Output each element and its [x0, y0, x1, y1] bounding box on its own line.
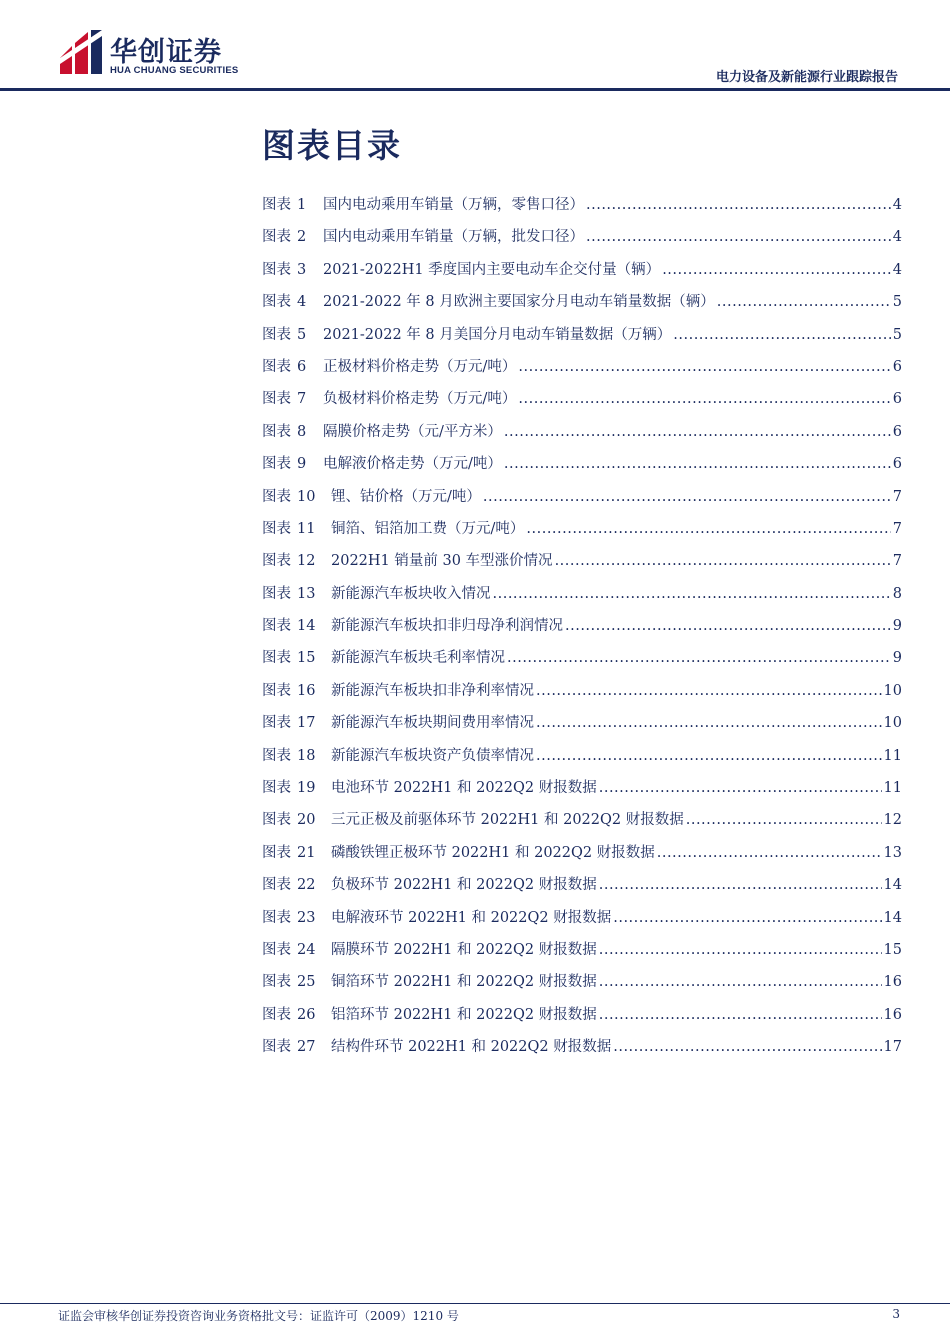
toc-entry[interactable] [262, 387, 902, 419]
toc-entry-label: 图表 [262, 520, 291, 537]
toc-entry-leader [599, 780, 882, 796]
toc-entry-number: 22 [297, 877, 316, 894]
toc-entry-number: 3 [297, 261, 307, 278]
toc-entry-label: 图表 [262, 261, 291, 278]
toc-entry-label: 图表 [262, 618, 291, 635]
toc-list [262, 193, 902, 1068]
toc-entry-title: 隔膜环节 2022H1 和 2022Q2 财报数据 [331, 941, 597, 958]
toc-entry-page: 12 [883, 812, 902, 829]
toc-entry[interactable] [262, 744, 902, 776]
toc-entry-number: 26 [297, 1006, 316, 1023]
toc-entry[interactable] [262, 841, 902, 873]
toc-entry-label: 图表 [262, 844, 291, 861]
toc-entry-label: 图表 [262, 1039, 291, 1056]
toc-entry-page: 6 [892, 456, 902, 473]
toc-entry-number: 8 [297, 423, 307, 440]
toc-entry-label: 图表 [262, 423, 291, 440]
toc-entry-number: 5 [297, 326, 307, 343]
toc-entry-number: 14 [297, 618, 316, 635]
toc-entry-page: 16 [883, 1006, 902, 1023]
toc-entry-number: 21 [297, 844, 316, 861]
toc-entry-leader [536, 683, 882, 699]
toc-entry-label: 图表 [262, 197, 291, 213]
toc-entry-page: 13 [883, 844, 902, 861]
toc-entry[interactable] [262, 452, 902, 484]
toc-entry-page: 14 [883, 877, 902, 894]
page-number: 3 [892, 1307, 900, 1321]
toc-entry-leader [483, 489, 891, 505]
toc-entry-title: 新能源汽车板块扣非归母净利润情况 [331, 618, 563, 635]
toc-entry-page: 4 [892, 261, 902, 278]
toc-entry[interactable] [262, 679, 902, 711]
toc-entry[interactable] [262, 420, 902, 452]
toc-entry-label: 图表 [262, 1006, 291, 1023]
toc-entry[interactable] [262, 808, 902, 840]
toc-entry[interactable] [262, 646, 902, 678]
toc-entry-label: 图表 [262, 650, 291, 667]
toc-entry-label: 图表 [262, 326, 291, 343]
toc-entry-label: 图表 [262, 682, 291, 699]
toc-entry-leader [657, 845, 882, 861]
toc-entry[interactable] [262, 323, 902, 355]
toc-entry-number: 18 [297, 747, 316, 764]
toc-entry-title: 三元正极及前驱体环节 2022H1 和 2022Q2 财报数据 [331, 812, 684, 829]
toc-entry-number: 20 [297, 812, 316, 829]
toc-entry-title: 电解液环节 2022H1 和 2022Q2 财报数据 [331, 909, 612, 926]
toc-entry-number: 25 [297, 974, 316, 991]
toc-entry-page: 6 [892, 391, 902, 408]
toc-entry-page: 6 [892, 423, 902, 440]
toc-entry-number: 7 [297, 391, 307, 408]
toc-entry-number: 27 [297, 1039, 316, 1056]
toc-entry[interactable] [262, 776, 902, 808]
toc-entry-page: 15 [883, 941, 902, 958]
footer-divider [0, 1303, 950, 1304]
toc-entry-title: 锂、钴价格（万元/吨） [331, 488, 481, 505]
toc-entry-page: 7 [892, 520, 902, 537]
toc-entry-label: 图表 [262, 358, 291, 375]
toc-entry[interactable] [262, 258, 902, 290]
toc-entry-label: 图表 [262, 941, 291, 958]
toc-entry-leader [673, 327, 891, 343]
toc-entry[interactable] [262, 225, 902, 257]
toc-entry[interactable] [262, 970, 902, 1002]
toc-entry-title: 结构件环节 2022H1 和 2022Q2 财报数据 [331, 1039, 612, 1056]
toc-entry-leader [536, 715, 882, 731]
toc-entry-number: 12 [297, 553, 316, 570]
toc-entry-page: 14 [883, 909, 902, 926]
toc-entry-title: 2021-2022 年 8 月美国分月电动车销量数据（万辆） [323, 326, 672, 343]
toc-entry-number: 9 [297, 456, 307, 473]
toc-entry[interactable] [262, 906, 902, 938]
toc-entry-title: 正极材料价格走势（万元/吨） [323, 358, 517, 375]
toc-entry-number: 2 [297, 229, 307, 246]
toc-entry-number: 24 [297, 941, 316, 958]
toc-entry[interactable] [262, 290, 902, 322]
toc-entry-title: 磷酸铁锂正极环节 2022H1 和 2022Q2 财报数据 [331, 844, 655, 861]
toc-entry-number: 17 [297, 715, 316, 732]
toc-entry-leader [555, 553, 891, 569]
toc-entry-number: 11 [297, 520, 316, 537]
toc-entry[interactable] [262, 517, 902, 549]
toc-entry-page: 10 [883, 682, 902, 699]
huachuang-logo-icon [58, 28, 104, 76]
toc-entry-title: 铜箔、铝箔加工费（万元/吨） [331, 520, 525, 537]
toc-entry-page: 5 [892, 326, 902, 343]
logo-text-cn: 华创证券 [110, 37, 222, 68]
toc-entry-title: 新能源汽车板块毛利率情况 [331, 650, 505, 667]
toc-entry-leader [536, 748, 882, 764]
toc-entry-title: 新能源汽车板块资产负债率情况 [331, 747, 534, 764]
toc-entry-leader [599, 942, 882, 958]
header-divider [0, 88, 950, 91]
toc-entry[interactable] [262, 582, 902, 614]
toc-entry[interactable] [262, 614, 902, 646]
toc-entry-page: 9 [892, 650, 902, 667]
toc-entry-page: 11 [883, 780, 902, 797]
toc-entry-title: 国内电动乘用车销量（万辆，零售口径） [323, 197, 584, 213]
toc-entry-leader [507, 650, 891, 666]
toc-entry[interactable] [262, 938, 902, 970]
toc-entry-leader [613, 910, 881, 926]
toc-entry-page: 4 [892, 229, 902, 246]
toc-entry-number: 23 [297, 909, 316, 926]
toc-entry-leader [586, 229, 891, 245]
toc-entry-leader [493, 586, 891, 602]
toc-entry-leader [599, 877, 882, 893]
toc-entry-page: 7 [892, 488, 902, 505]
toc-entry-page: 6 [892, 358, 902, 375]
toc-entry-leader [717, 294, 891, 310]
toc-entry-page: 8 [892, 585, 902, 602]
toc-entry-page: 4 [892, 197, 902, 213]
toc-entry-label: 图表 [262, 974, 291, 991]
toc-entry-label: 图表 [262, 747, 291, 764]
toc-entry-label: 图表 [262, 294, 291, 311]
toc-entry-label: 图表 [262, 585, 291, 602]
toc-entry-page: 10 [883, 715, 902, 732]
footer-license-text: 证监会审核华创证券投资咨询业务资格批文号：证监许可（2009）1210 号 [58, 1309, 459, 1323]
toc-entry-leader [686, 812, 882, 828]
toc-entry-leader [599, 1007, 882, 1023]
toc-entry[interactable] [262, 1003, 902, 1035]
toc-entry-label: 图表 [262, 553, 291, 570]
toc-entry-page: 9 [892, 618, 902, 635]
toc-entry-title: 2022H1 销量前 30 车型涨价情况 [331, 553, 553, 570]
toc-entry-number: 4 [297, 294, 307, 311]
toc-entry-label: 图表 [262, 715, 291, 732]
toc-entry-title: 新能源汽车板块收入情况 [331, 585, 491, 602]
toc-entry[interactable] [262, 549, 902, 581]
toc-entry-page: 17 [883, 1039, 902, 1056]
toc-entry-title: 国内电动乘用车销量（万辆，批发口径） [323, 229, 584, 246]
toc-entry-title: 电解液价格走势（万元/吨） [323, 456, 502, 473]
company-logo [58, 28, 258, 78]
toc-entry-title: 负极材料价格走势（万元/吨） [323, 391, 517, 408]
toc-entry-title: 负极环节 2022H1 和 2022Q2 财报数据 [331, 877, 597, 894]
toc-entry-page: 5 [892, 294, 902, 311]
toc-entry-leader [504, 424, 891, 440]
toc-entry-label: 图表 [262, 812, 291, 829]
toc-entry-label: 图表 [262, 780, 291, 797]
toc-entry-page: 16 [883, 974, 902, 991]
toc-entry-number: 16 [297, 682, 316, 699]
toc-entry-title: 电池环节 2022H1 和 2022Q2 财报数据 [331, 780, 597, 797]
toc-entry-leader [526, 521, 890, 537]
toc-entry-title: 铜箔环节 2022H1 和 2022Q2 财报数据 [331, 974, 597, 991]
toc-entry-label: 图表 [262, 229, 291, 246]
toc-entry-label: 图表 [262, 877, 291, 894]
toc-entry-leader [662, 262, 891, 278]
toc-entry-number: 1 [297, 197, 307, 213]
toc-entry-label: 图表 [262, 391, 291, 408]
toc-entry-leader [518, 391, 890, 407]
toc-entry-leader [586, 197, 891, 213]
toc-entry-title: 新能源汽车板块扣非净利率情况 [331, 682, 534, 699]
toc-title: 图表目录 [262, 126, 402, 165]
toc-entry[interactable] [262, 193, 902, 225]
report-type-label: 电力设备及新能源行业跟踪报告 [715, 70, 898, 85]
toc-entry-leader [599, 974, 882, 990]
toc-entry[interactable] [262, 873, 902, 905]
toc-entry-title: 2021-2022 年 8 月欧洲主要国家分月电动车销量数据（辆） [323, 294, 715, 311]
toc-entry-label: 图表 [262, 909, 291, 926]
toc-entry-leader [504, 456, 891, 472]
toc-entry-label: 图表 [262, 456, 291, 473]
toc-entry[interactable] [262, 1035, 902, 1067]
toc-entry-title: 新能源汽车板块期间费用率情况 [331, 715, 534, 732]
toc-entry-page: 11 [883, 747, 902, 764]
toc-entry-title: 隔膜价格走势（元/平方米） [323, 423, 502, 440]
toc-entry[interactable] [262, 485, 902, 517]
logo-text-en: HUA CHUANG SECURITIES [110, 65, 239, 76]
page-header [0, 0, 950, 92]
toc-entry-leader [518, 359, 890, 375]
toc-entry-number: 15 [297, 650, 316, 667]
toc-entry-number: 19 [297, 780, 316, 797]
toc-entry[interactable] [262, 355, 902, 387]
toc-entry-label: 图表 [262, 488, 291, 505]
toc-entry-leader [565, 618, 891, 634]
toc-entry-number: 13 [297, 585, 316, 602]
toc-entry-title: 铝箔环节 2022H1 和 2022Q2 财报数据 [331, 1006, 597, 1023]
toc-entry[interactable] [262, 711, 902, 743]
toc-entry-number: 10 [297, 488, 316, 505]
toc-entry-title: 2021-2022H1 季度国内主要电动车企交付量（辆） [323, 261, 661, 278]
toc-entry-page: 7 [892, 553, 902, 570]
toc-entry-number: 6 [297, 358, 307, 375]
toc-entry-leader [613, 1039, 881, 1055]
